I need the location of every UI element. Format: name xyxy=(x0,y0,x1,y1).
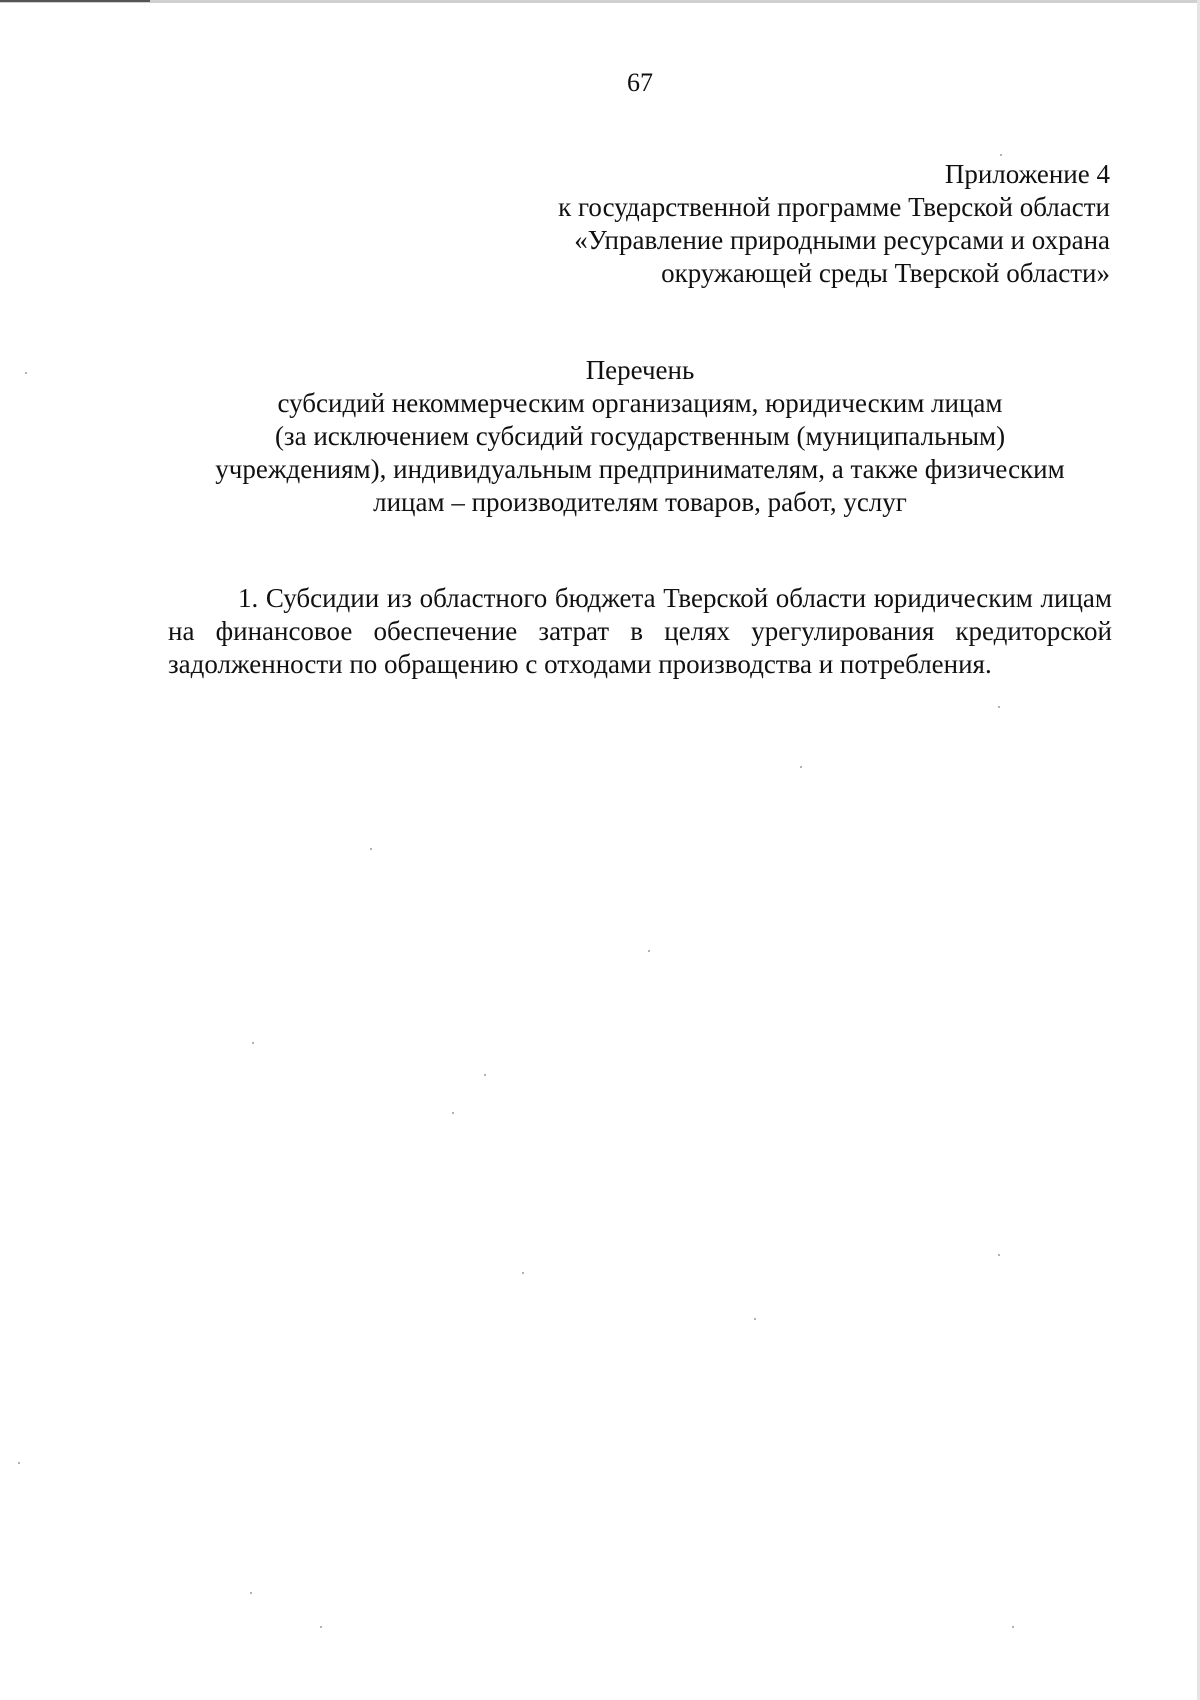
scan-speck xyxy=(252,1042,254,1044)
scan-speck xyxy=(484,1074,486,1076)
appendix-line: Приложение 4 xyxy=(944,159,1110,189)
appendix-header xyxy=(430,158,1110,290)
scan-speck xyxy=(320,1626,322,1628)
list-title-line: лицам – производителям товаров, работ, услуг xyxy=(373,487,907,517)
scan-speck xyxy=(25,372,27,374)
scan-edge-top xyxy=(0,0,1200,3)
appendix-line: «Управление природными ресурсами и охрана xyxy=(574,225,1110,255)
scan-speck xyxy=(452,1112,454,1114)
scan-speck xyxy=(754,1318,756,1320)
body-paragraph: 1. Субсидии из областного бюджета Тверской области юридическим лицам на финансовое обеспечение затрат в целях урегулирования кредиторской задолженности по обращению с отходами производства и потребления. xyxy=(168,583,1112,679)
scan-speck xyxy=(998,706,1000,708)
list-title-line: (за исключением субсидий государственным (муниципальным) xyxy=(274,421,1006,451)
scan-speck xyxy=(522,1272,524,1274)
page-number: 67 xyxy=(627,68,653,97)
scan-speck xyxy=(18,1462,20,1464)
scan-speck xyxy=(250,1592,252,1594)
list-title xyxy=(170,354,1110,519)
appendix-line: к государственной программе Тверской области xyxy=(558,192,1110,222)
list-title-line: субсидий некоммерческим организациям, юридическим лицам xyxy=(277,388,1003,418)
scan-edge-mark xyxy=(0,0,150,2)
scan-speck xyxy=(1012,1626,1014,1628)
scan-speck xyxy=(648,950,650,952)
list-title-line: учреждениям), индивидуальным предпринимателям, а также физическим xyxy=(215,454,1065,484)
appendix-line: окружающей среды Тверской области» xyxy=(661,258,1110,288)
scan-speck xyxy=(800,766,802,768)
scan-speck xyxy=(1000,154,1002,156)
list-title-heading: Перечень xyxy=(585,355,695,385)
scan-speck xyxy=(370,848,372,850)
scan-speck xyxy=(998,1254,1000,1256)
